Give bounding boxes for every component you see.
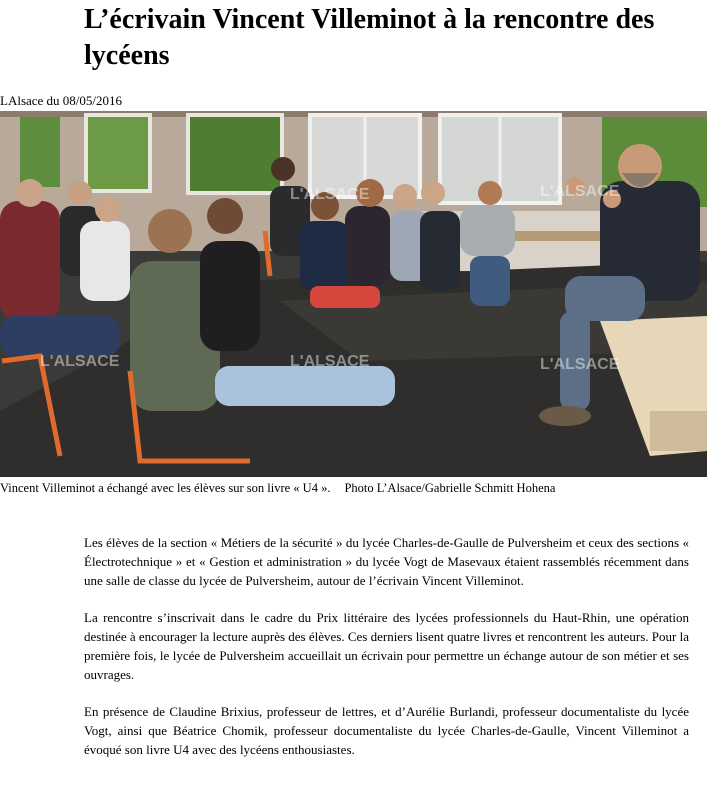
article-paragraph-2: La rencontre s’inscrivait dans le cadre du Prix littéraire des lycées professionnels du Haut-Rhin, une opération destinée à encourager la lecture auprès des élèves. Ces derniers lisent quatre livres et rencontrent les auteurs. Pour la première fois, le lycée de Pulversheim accueillait un écrivain pour permettre un échange autour de son métier et ses ouvrages. — [84, 610, 689, 682]
photo-credit: Photo L’Alsace/Gabrielle Schmitt Hohena — [344, 481, 556, 495]
photo-caption — [0, 480, 707, 496]
article-title: L’écrivain Vincent Villeminot à la rencontre des lycéens — [84, 4, 655, 71]
caption-text: Vincent Villeminot a échangé avec les élèves sur son livre « U4 ». — [0, 481, 331, 495]
svg-text:L'ALSACE: L'ALSACE — [540, 183, 620, 200]
svg-text:L'ALSACE: L'ALSACE — [40, 353, 120, 370]
svg-text:L'ALSACE: L'ALSACE — [540, 356, 620, 373]
svg-text:L'ALSACE: L'ALSACE — [290, 186, 370, 203]
article-photo — [0, 111, 707, 477]
classroom-photo-illustration — [0, 111, 707, 477]
article-body — [84, 533, 689, 777]
article-paragraph-3: En présence de Claudine Brixius, professeur de lettres, et d’Aurélie Burlandi, professeur documentaliste du lycée Vogt, ainsi que Béatrice Chomik, professeur documentaliste du lycée Charles-de-Gaulle, Vincent Villeminot a évoqué son livre U4 avec des lycéens enthousiastes. — [84, 704, 689, 757]
svg-text:L'ALSACE: L'ALSACE — [290, 353, 370, 370]
article-source-date: LAlsace du 08/05/2016 — [0, 93, 123, 108]
article-paragraph-1: Les élèves de la section « Métiers de la sécurité » du lycée Charles-de-Gaulle de Pulversheim et ceux des sections « Électrotechnique » et « Gestion et administration » du lycée Vogt de Masevaux étaient rassemblés récemment dans une salle de classe du lycée de Pulversheim, autour de l’écrivain Vincent Villeminot. — [84, 535, 689, 588]
